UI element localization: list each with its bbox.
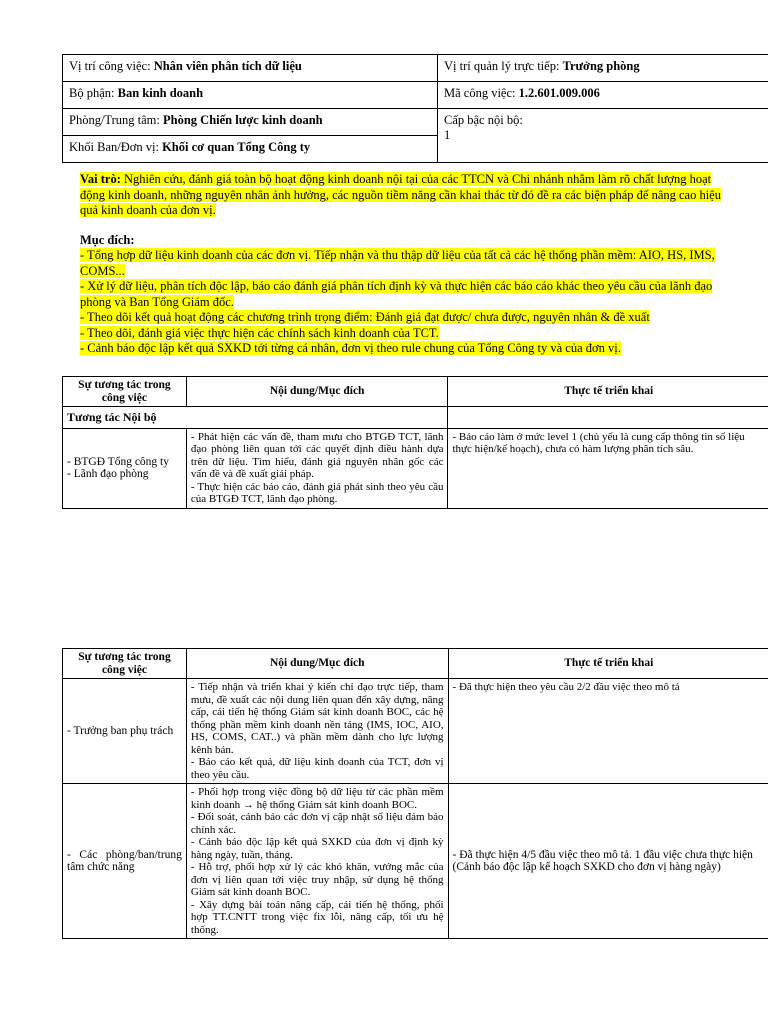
unit-label: Khối Ban/Đơn vị:	[69, 140, 163, 154]
position-value: Nhân viên phân tích dữ liệu	[153, 59, 302, 73]
content-line: - Cảnh báo độc lập kết quả SXKD của đơn vị định kỳ hàng ngày, tuần, tháng.	[190, 836, 444, 861]
header-content: Nội dung/Mục đích	[186, 377, 448, 407]
content-cell	[186, 784, 448, 939]
content-cell	[186, 428, 448, 508]
table-row	[63, 428, 768, 508]
party-cell: - Trưởng ban phụ trách	[63, 679, 187, 784]
header-actual: Thực tế triển khai	[448, 649, 768, 679]
dept-label: Bộ phận:	[69, 86, 118, 100]
manager-value: Trưởng phòng	[562, 59, 640, 73]
purpose-item	[80, 279, 730, 310]
content-line: - Phối hợp trong việc đồng bộ dữ liệu từ các phần mềm kinh doanh → hệ thống Giám sát kinh doanh BOC.	[190, 786, 444, 811]
center-label: Phòng/Trung tâm:	[69, 113, 164, 127]
unit-value: Khối cơ quan Tổng Công ty	[162, 140, 311, 154]
purpose-item	[80, 248, 730, 279]
content-cell	[186, 679, 448, 784]
position-cell	[63, 55, 438, 82]
manager-cell	[438, 55, 768, 82]
header-interaction: Sự tương tác trong công việc	[63, 377, 187, 407]
interaction-table-continued	[62, 648, 768, 939]
section-empty-cell	[448, 407, 768, 429]
role-text: Nghiên cứu, đánh giá toàn bộ hoạt động kinh doanh nội tại của các TTCN và Chi nhánh nhằm làm rõ chất lượng hoạt động kinh doanh, những nguyên nhân ảnh hưởng, các nguồn tiềm năng cần khai thác từ đó đề ra các biện pháp để nâng cao hiệu quả kinh doanh của đơn vị.	[80, 172, 721, 217]
content-line: - Thực hiện các báo cáo, đánh giá phát sinh theo yêu cầu của BTGĐ TCT, lãnh đạo phòng.	[190, 480, 444, 505]
party-cell: - Các phòng/ban/trung tâm chức năng	[63, 784, 187, 939]
purpose-title: Mục đích:	[80, 232, 135, 247]
actual-cell: - Đã thực hiện 4/5 đầu việc theo mô tả. 1 đầu việc chưa thực hiện (Cảnh báo độc lập kế hoạch SXKD cho đơn vị hàng ngày)	[448, 784, 768, 939]
purpose-item	[80, 341, 730, 357]
header-content: Nội dung/Mục đích	[186, 649, 448, 679]
role-paragraph	[80, 172, 730, 219]
code-value: 1.2.601.009.006	[518, 86, 600, 100]
party-line: - BTGĐ Tổng công ty	[67, 455, 170, 468]
job-info-table	[62, 54, 768, 163]
section-title: Tương tác Nội bộ	[63, 407, 448, 429]
header-interaction: Sự tương tác trong công việc	[63, 649, 187, 679]
role-purpose-block	[80, 172, 730, 357]
actual-cell: - Đã thực hiện theo yêu cầu 2/2 đầu việc theo mô tả	[448, 679, 768, 784]
code-cell	[438, 82, 768, 109]
party-cell	[63, 428, 187, 508]
dept-cell	[63, 82, 438, 109]
content-line: - Phát hiện các vấn đề, tham mưu cho BTGĐ TCT, lãnh đạo phòng liên quan tới các quyết định điều hành dựa trên dữ liệu. Tìm hiểu, đánh giá nguyên nhân gốc các vấn đề và đề xuất giải pháp.	[190, 430, 444, 480]
purpose-item-text: - Xử lý dữ liệu, phân tích độc lập, báo cáo đánh giá phân tích định kỳ và thực hiện các báo cáo khác theo yêu cầu của lãnh đạo phòng và Ban Tổng Giám đốc.	[80, 279, 713, 309]
content-line: - Đối soát, cảnh báo các đơn vị cập nhật số liệu đảm bảo chính xác.	[190, 811, 444, 836]
manager-label: Vị trí quản lý trực tiếp:	[444, 59, 563, 73]
info-row	[63, 109, 768, 136]
table-row	[63, 679, 768, 784]
purpose-item	[80, 310, 730, 326]
interaction-table-internal	[62, 376, 768, 509]
info-row	[63, 82, 768, 109]
center-cell	[63, 109, 438, 136]
code-label: Mã công việc:	[444, 86, 519, 100]
unit-cell	[63, 136, 438, 163]
party-line: - Lãnh đạo phòng	[67, 468, 149, 480]
actual-cell: - Báo cáo làm ở mức level 1 (chủ yếu là cung cấp thông tin số liệu thực hiện/kế hoạch), chưa có hàm lượng phân tích sâu.	[448, 428, 768, 508]
purpose-list	[80, 248, 730, 357]
content-line: - Báo cáo kết quả, dữ liệu kinh doanh của TCT, đơn vị theo yêu cầu.	[190, 756, 444, 781]
table-header-row	[63, 377, 768, 407]
dept-value: Ban kinh doanh	[117, 86, 204, 100]
position-label: Vị trí công việc:	[69, 59, 154, 73]
table-header-row	[63, 649, 768, 679]
purpose-item-text: - Theo dõi kết quả hoạt động các chương trình trọng điểm: Đánh giá đạt được/ chưa được, nguyên nhân & đề xuất	[80, 310, 650, 324]
center-value: Phòng Chiến lược kinh doanh	[163, 113, 323, 127]
content-line: - Hỗ trợ, phối hợp xử lý các khó khăn, vướng mắc của đơn vị liên quan tới việc truy nhập, sử dụng hệ thống Giám sát kinh doanh BOC.	[190, 861, 444, 898]
purpose-item-text: - Theo dõi, đánh giá việc thực hiện các chính sách kinh doanh của TCT.	[80, 325, 439, 340]
info-row	[63, 55, 768, 82]
header-actual: Thực tế triển khai	[448, 377, 768, 407]
rank-cell	[438, 109, 768, 163]
purpose-item-text: - Tổng hợp dữ liệu kinh doanh của các đơn vị. Tiếp nhận và thu thập dữ liệu của tất cả các hệ thống phần mềm: AIO, HS, IMS, COMS...	[80, 248, 715, 278]
rank-value: 1	[444, 128, 451, 142]
section-row	[63, 407, 768, 429]
role-title: Vai trò:	[80, 172, 121, 186]
content-line: - Xây dựng bài toán nâng cấp, cải tiến hệ thống, phối hợp TT.CNTT trong việc fix lỗi, nâng cấp, tối ưu hệ thống.	[190, 898, 444, 936]
purpose-item-text: - Cảnh báo độc lập kết quả SXKD tới từng cá nhân, đơn vị theo rule chung của Tổng Công ty và của đơn vị.	[80, 341, 621, 355]
rank-label: Cấp bậc nội bộ:	[444, 113, 523, 127]
purpose-item	[80, 326, 730, 342]
content-line: - Tiếp nhận và triển khai ý kiến chỉ đạo trực tiếp, tham mưu, đề xuất các nội dung liên quan đến xây dựng, nâng cấp, cải tiến hệ thống Giám sát kinh doanh BOC, các hệ thống phần mềm kinh doanh nền tảng (IMS, IOC, AIO, HS, COMS, CAT..) và phần mềm dành cho lực lượng kênh bán.	[190, 681, 444, 756]
table-row	[63, 784, 768, 939]
